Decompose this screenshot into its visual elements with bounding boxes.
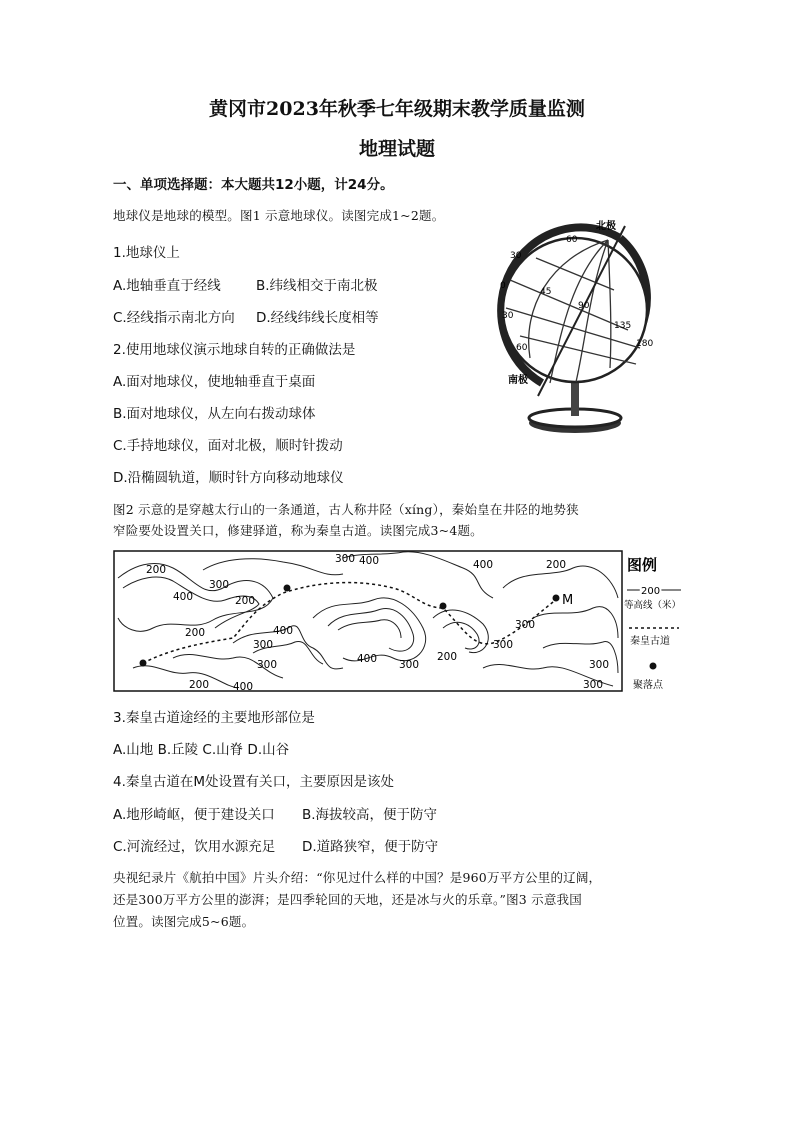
contour-map	[113, 548, 683, 693]
lat-label: 60	[516, 343, 528, 353]
intro-documentary-line1: 央视纪录片《航拍中国》片头介绍：“你见过什么样的中国？是960万平方公里的辽阔，	[113, 870, 602, 885]
north-pole-label: 北极	[596, 221, 616, 232]
contour-label: 300	[335, 553, 356, 565]
contour-label: 300	[399, 659, 420, 671]
legend-title: 图例	[627, 556, 658, 574]
intro-map-line1: 图2 示意的是穿越太行山的一条通道，古人称井陉（xíng），秦始皇在井陉的地势狭	[113, 502, 579, 517]
contour-label: 200	[189, 679, 210, 691]
contour-label: 400	[273, 625, 294, 637]
section-heading: 一、单项选择题：本大题共12小题，计24分。	[113, 177, 394, 193]
q1-option-a: A.地轴垂直于经线	[113, 278, 221, 294]
legend-road-label: 秦皇古道	[630, 636, 670, 647]
legend-contour-label: 等高线（米）	[624, 600, 682, 611]
q1-option-b: B.纬线相交于南北极	[256, 278, 378, 294]
settlement-point	[284, 585, 291, 592]
globe-figure	[490, 218, 660, 440]
contour-label: 300	[253, 639, 274, 651]
contour-label: 400	[357, 653, 378, 665]
lon-label: 90	[578, 301, 590, 311]
contour-label: 300	[583, 679, 604, 691]
q4-option-d: D.道路狭窄，便于防守	[302, 839, 439, 855]
q1-option-d: D.经线纬线长度相等	[256, 310, 379, 326]
contour-label: 200	[437, 651, 458, 663]
contour-label: 300	[257, 659, 278, 671]
q4-option-a: A.地形崎岖，便于建设关口	[113, 807, 275, 823]
q4-stem: 4.秦皇古道在M处设置有关口，主要原因是该处	[113, 774, 395, 790]
contour-label: 400	[359, 555, 380, 567]
lon-label: 180	[636, 339, 654, 349]
contour-label: 400	[233, 681, 254, 693]
q3-options: A.山地 B.丘陵 C.山脊 D.山谷	[113, 742, 290, 758]
intro-map-line2: 窄险要处设置关口，修建驿道，称为秦皇古道。读图完成3~4题。	[113, 523, 483, 538]
globe-stand	[571, 378, 579, 416]
intro-documentary-line2: 还是300万平方公里的澎湃；是四季轮回的天地，还是冰与火的乐章。”图3 示意我国	[113, 892, 582, 907]
legend-settlement-label: 聚落点	[633, 680, 663, 691]
lon-label: 45	[540, 287, 552, 297]
lat-label: 30	[510, 251, 522, 261]
exam-title: 黄冈市2023年秋季七年级期末教学质量监测	[209, 98, 585, 120]
q4-option-b: B.海拔较高，便于防守	[302, 807, 438, 823]
q1-option-c: C.经线指示南北方向	[113, 310, 235, 326]
q2-option-a: A.面对地球仪，使地轴垂直于桌面	[113, 374, 316, 390]
settlement-point	[440, 603, 447, 610]
contour-label: 200	[146, 564, 167, 576]
q2-option-d: D.沿椭圆轨道，顺时针方向移动地球仪	[113, 470, 344, 486]
contour-label: 400	[473, 559, 494, 571]
q2-option-b: B.面对地球仪，从左向右拨动球体	[113, 406, 316, 422]
contour-label: 300	[515, 619, 536, 631]
intro-globe: 地球仪是地球的模型。图1 示意地球仪。读图完成1~2题。	[113, 208, 445, 223]
contour-label: 200	[185, 627, 206, 639]
exam-subtitle: 地理试题	[358, 138, 435, 160]
q2-option-c: C.手持地球仪，面对北极，顺时针拨动	[113, 438, 343, 454]
contour-label: 200	[235, 595, 256, 607]
lat-label: 30	[502, 311, 514, 321]
south-pole-label: 南极	[508, 375, 528, 386]
q3-stem: 3.秦皇古道途经的主要地形部位是	[113, 710, 315, 726]
contour-label: 300	[589, 659, 610, 671]
contour-label: 400	[173, 591, 194, 603]
map-frame	[114, 551, 622, 691]
intro-documentary-line3: 位置。读图完成5~6题。	[113, 914, 255, 929]
legend-contour-value: 200	[641, 586, 661, 597]
contour-label: 200	[546, 559, 567, 571]
settlement-point-m	[553, 595, 560, 602]
q1-stem: 1.地球仪上	[113, 245, 180, 261]
settlement-point	[140, 660, 147, 667]
globe-sphere	[503, 238, 647, 382]
lat-label: 0	[500, 281, 506, 291]
q4-option-c: C.河流经过，饮用水源充足	[113, 839, 276, 855]
contour-label: 300	[493, 639, 514, 651]
lat-label: 60	[566, 235, 578, 245]
lon-label: 135	[614, 321, 632, 331]
point-m-label: M	[562, 593, 574, 608]
contour-label: 300	[209, 579, 230, 591]
q2-stem: 2.使用地球仪演示地球自转的正确做法是	[113, 342, 356, 358]
